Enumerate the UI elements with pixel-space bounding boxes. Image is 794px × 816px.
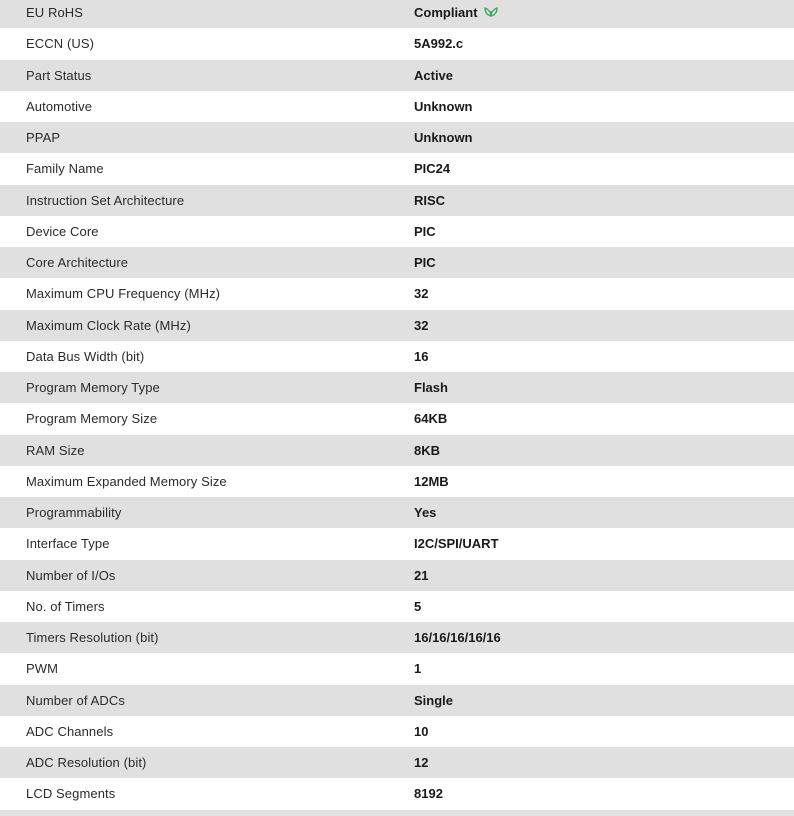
spec-name: LCD Segments — [0, 778, 414, 809]
spec-name: PWM — [0, 653, 414, 684]
spec-row-eu-rohs — [0, 0, 794, 28]
spec-name: ECCN (US) — [0, 28, 414, 59]
spec-name: Part Status — [0, 60, 414, 91]
spec-row-data-bus-width — [0, 341, 794, 372]
spec-value: 10 — [414, 716, 794, 747]
spec-value: PIC24 — [414, 153, 794, 184]
spec-name: Program Memory Type — [0, 372, 414, 403]
leaf-icon — [484, 5, 498, 20]
spec-name: Instruction Set Architecture — [0, 185, 414, 216]
next-row-edge — [0, 810, 794, 816]
spec-value: 16 — [414, 341, 794, 372]
spec-name: Number of ADCs — [0, 685, 414, 716]
spec-name: Program Memory Size — [0, 403, 414, 434]
spec-value: PIC — [414, 216, 794, 247]
spec-value: 8192 — [414, 778, 794, 809]
spec-value: Flash — [414, 372, 794, 403]
spec-name: ADC Channels — [0, 716, 414, 747]
spec-row-program-memory-size — [0, 403, 794, 434]
spec-value: 1 — [414, 653, 794, 684]
spec-value: 21 — [414, 560, 794, 591]
spec-value: Unknown — [414, 91, 794, 122]
spec-value: RISC — [414, 185, 794, 216]
spec-name: ADC Resolution (bit) — [0, 747, 414, 778]
spec-row-instruction-set — [0, 185, 794, 216]
spec-name: Timers Resolution (bit) — [0, 622, 414, 653]
spec-row-ram-size — [0, 435, 794, 466]
spec-row-interface-type — [0, 528, 794, 559]
spec-row-eccn — [0, 28, 794, 59]
spec-row-max-expanded-memory — [0, 466, 794, 497]
spec-row-part-status — [0, 60, 794, 91]
spec-value — [414, 0, 794, 28]
spec-name: Data Bus Width (bit) — [0, 341, 414, 372]
spec-name: Maximum Expanded Memory Size — [0, 466, 414, 497]
spec-row-max-cpu-frequency — [0, 278, 794, 309]
spec-row-adc-channels — [0, 716, 794, 747]
spec-value: 16/16/16/16/16 — [414, 622, 794, 653]
spec-name: Number of I/Os — [0, 560, 414, 591]
spec-value: 32 — [414, 310, 794, 341]
spec-value: Unknown — [414, 122, 794, 153]
spec-row-core-architecture — [0, 247, 794, 278]
spec-value: 8KB — [414, 435, 794, 466]
spec-name: Interface Type — [0, 528, 414, 559]
spec-value: 12 — [414, 747, 794, 778]
spec-row-automotive — [0, 91, 794, 122]
spec-name: No. of Timers — [0, 591, 414, 622]
spec-name: Maximum Clock Rate (MHz) — [0, 310, 414, 341]
spec-name: Programmability — [0, 497, 414, 528]
spec-value-text: Compliant — [414, 5, 478, 21]
spec-row-number-of-ios — [0, 560, 794, 591]
spec-row-programmability — [0, 497, 794, 528]
spec-name: Core Architecture — [0, 247, 414, 278]
spec-row-number-of-timers — [0, 591, 794, 622]
spec-row-pwm — [0, 653, 794, 684]
spec-row-max-clock-rate — [0, 310, 794, 341]
spec-value: 12MB — [414, 466, 794, 497]
spec-row-device-core — [0, 216, 794, 247]
spec-name: RAM Size — [0, 435, 414, 466]
spec-value: 5 — [414, 591, 794, 622]
spec-row-adc-resolution — [0, 747, 794, 778]
spec-row-family-name — [0, 153, 794, 184]
spec-name: Device Core — [0, 216, 414, 247]
spec-value: Active — [414, 60, 794, 91]
spec-name: EU RoHS — [0, 0, 414, 28]
spec-value: PIC — [414, 247, 794, 278]
spec-row-number-of-adcs — [0, 685, 794, 716]
spec-value: 64KB — [414, 403, 794, 434]
spec-name: PPAP — [0, 122, 414, 153]
spec-row-ppap — [0, 122, 794, 153]
spec-name: Family Name — [0, 153, 414, 184]
spec-row-lcd-segments — [0, 778, 794, 809]
spec-row-program-memory-type — [0, 372, 794, 403]
spec-value: 32 — [414, 278, 794, 309]
spec-value: 5A992.c — [414, 28, 794, 59]
spec-value: Single — [414, 685, 794, 716]
spec-name: Maximum CPU Frequency (MHz) — [0, 278, 414, 309]
spec-value: I2C/SPI/UART — [414, 528, 794, 559]
spec-value: Yes — [414, 497, 794, 528]
spec-row-timers-resolution — [0, 622, 794, 653]
spec-name: Automotive — [0, 91, 414, 122]
